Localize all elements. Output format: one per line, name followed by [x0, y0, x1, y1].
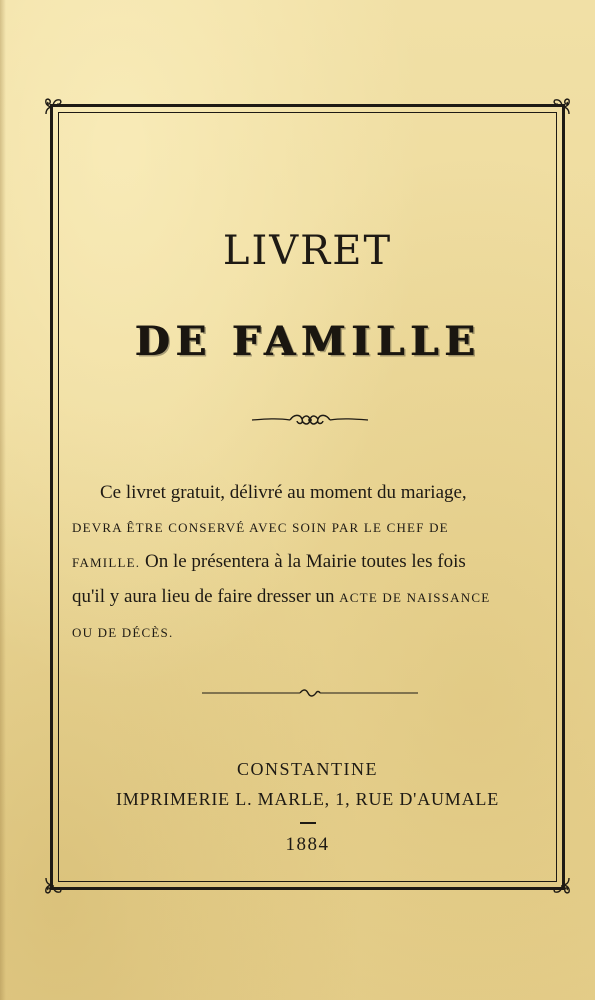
imprint-city: CONSTANTINE [236, 759, 379, 779]
corner-flourish-icon [551, 96, 573, 118]
paper-edge-shadow [0, 0, 6, 1000]
corner-flourish-icon [42, 96, 64, 118]
notice-line-3 [72, 545, 550, 580]
notice-line-1: Ce livret gratuit, délivré au moment du mariage, [100, 482, 467, 503]
imprint-dash [300, 822, 316, 824]
notice-line-4-text: qu'il y aura lieu de faire dresser un [72, 586, 340, 607]
flourish-ornament-icon [250, 410, 370, 430]
notice-line-2-smallcaps: DEVRA ÊTRE CONSERVÉ AVEC SOIN PAR LE CHEF DE [72, 520, 449, 535]
notice-line-3-smallcaps: FAMILLE. [72, 555, 141, 570]
imprint-year: 1884 [285, 834, 330, 855]
notice-line-5 [72, 615, 550, 650]
notice-line-4 [72, 580, 550, 615]
notice-line-4-smallcaps: ACTE DE NAISSANCE [339, 590, 491, 605]
title-livret: LIVRET [222, 228, 393, 274]
notice-line-3-text: On le présentera à la Mairie toutes les fois [140, 551, 466, 572]
notice-paragraph [72, 476, 550, 650]
notice-line-2 [72, 510, 550, 545]
notice-line-5-smallcaps: OU DE DÉCÈS. [72, 625, 174, 640]
imprint-printer: IMPRIMERIE L. MARLE, 1, RUE D'AUMALE [115, 789, 500, 809]
corner-flourish-icon [551, 874, 573, 896]
title-de-famille: DE FAMILLE [134, 318, 481, 365]
rule-ornament-icon [200, 686, 420, 700]
corner-flourish-icon [42, 874, 64, 896]
